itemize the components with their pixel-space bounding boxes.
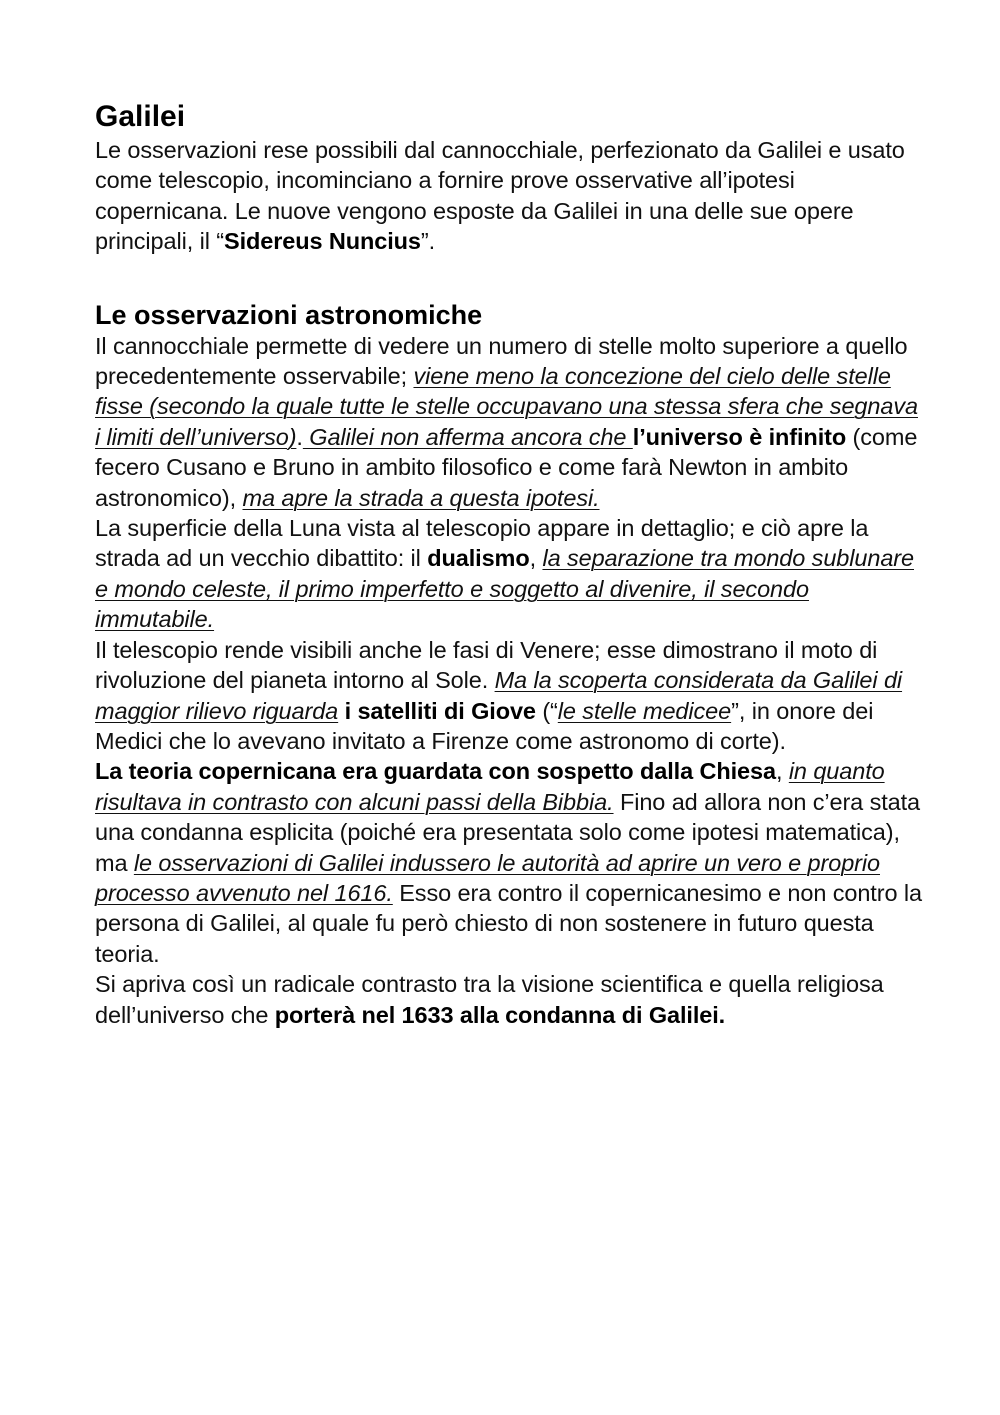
text-run: (“ — [535, 697, 558, 724]
underlined-italic-text: viene meno la concezione del cielo delle stelle fisse (secondo la quale tutte le stelle occupavano una stessa sfera che segnava i limiti dell’universo) — [95, 363, 918, 450]
underlined-italic-text: Galilei non afferma ancora che — [302, 423, 633, 450]
text-run: . — [296, 423, 303, 450]
bold-text-dualismo: dualismo — [427, 545, 530, 572]
underlined-italic-text: le stelle medicee — [557, 697, 732, 724]
text-run: ”, in onore dei Medici che lo avevano invitato a Firenze come astronomo di corte). — [95, 697, 874, 754]
bold-text-teoria-copernicana: La teoria copernicana era guardata con sospetto dalla Chiesa — [95, 758, 776, 785]
section-title-osservazioni-astronomiche: Le osservazioni astronomiche — [95, 299, 483, 330]
text-run: Fino ad allora non c’era stata una condanna esplicita (poiché era presentata solo come ipotesi matematica), ma — [95, 788, 921, 876]
bold-text-universo-infinito: l’universo è infinito — [632, 423, 847, 450]
underlined-italic-text: le osservazioni di Galilei indussero le autorità ad aprire un vero e proprio processo avvenuto nel 1616. — [95, 849, 880, 906]
text-run: (come fecero Cusano e Bruno in ambito filosofico e come farà Newton in ambito astronomico), — [95, 423, 918, 511]
text-run: , — [775, 758, 789, 785]
document-page — [95, 99, 925, 1030]
paragraph-venere-giove — [95, 635, 925, 757]
underlined-italic-text: la separazione tra mondo sublunare e mondo celeste, il primo imperfetto e soggetto al divenire, il secondo immutabile. — [95, 545, 914, 633]
paragraph-luna-dualismo — [95, 513, 925, 635]
text-run: , — [529, 545, 543, 572]
underlined-italic-text: ma apre la strada a questa ipotesi. — [242, 484, 600, 511]
paragraph-stelle-fisse — [95, 331, 925, 513]
underlined-italic-text: in quanto risultava in contrasto con alcuni passi della Bibbia. — [95, 758, 885, 815]
text-run: Si apriva così un radicale contrasto tra la visione scientifica e quella religiosa dell’universo che — [95, 971, 884, 1028]
text-run: ”. — [420, 228, 436, 255]
bold-text-satelliti-giove: i satelliti di Giove — [344, 697, 536, 724]
text-run: Esso era contro il copernicanesimo e non contro la persona di Galilei, al quale fu però chiesto di non sostenere in futuro questa teoria. — [95, 879, 922, 967]
text-run: Le osservazioni rese possibili dal cannocchiale, perfezionato da Galilei e usato come telescopio, incominciano a fornire prove osservative all’ipotesi copernicana. Le nuove vengono esposte da Galilei in una delle sue opere principali, il “ — [95, 137, 905, 255]
paragraph-contrasto-condanna — [95, 969, 925, 1030]
text-run: Il cannocchiale permette di vedere un numero di stelle molto superiore a quello precedentemente osservabile; — [95, 332, 908, 390]
text-run: La superficie della Luna vista al telescopio appare in dettaglio; e ciò apre la strada ad un vecchio dibattito: il — [95, 515, 869, 572]
paragraph-introduction — [95, 135, 925, 257]
paragraph-chiesa-processo — [95, 756, 925, 969]
bold-text-condanna-1633: porterà nel 1633 alla condanna di Galilei. — [274, 1001, 726, 1028]
text-run: Il telescopio rende visibili anche le fasi di Venere; esse dimostrano il moto di rivoluzione del pianeta intorno al Sole. — [95, 636, 878, 694]
section-osservazioni — [95, 299, 925, 1030]
bold-text-sidereus-nuncius: Sidereus Nuncius — [224, 228, 421, 255]
underlined-italic-text: Ma la scoperta considerata da Galilei di maggior rilievo riguarda — [95, 667, 903, 724]
section-title-galilei: Galilei — [95, 100, 186, 133]
